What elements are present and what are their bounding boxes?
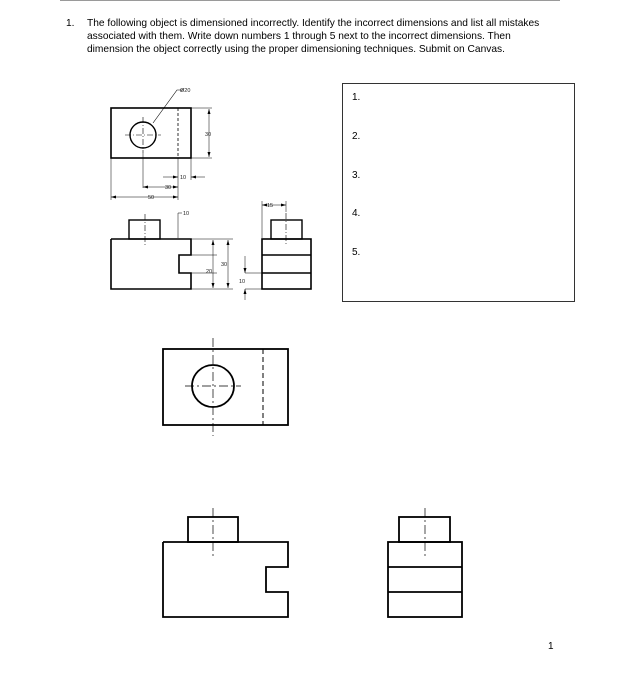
question-number: 1. [66, 18, 75, 29]
blank-front-view[interactable] [163, 508, 288, 617]
blank-top-view[interactable] [163, 338, 288, 436]
dimension-arrows [111, 109, 211, 199]
dimensioned-front-view [111, 213, 233, 289]
dim-side-15: 15 [267, 203, 274, 209]
dim-width-50: 50 [148, 195, 155, 201]
question-text: The following object is dimensioned incorrectly. Identify the incorrect dimensions and list all mistakes associated with them. Write down numbers 1 through 5 next to the incorrect dimensions. Then dimension the object correctly using the proper dimensioning techniques. Submit on Canvas. [87, 18, 540, 56]
dim-height-20: 20 [206, 269, 213, 275]
answer-item-2: 2. [352, 131, 361, 142]
blank-side-view[interactable] [388, 508, 462, 617]
dim-top-height: 30 [205, 132, 212, 138]
answer-item-5: 5. [352, 247, 361, 258]
dimensioned-top-view [111, 90, 212, 200]
dim-height-10: 10 [239, 279, 246, 285]
answer-item-1: 1. [352, 92, 361, 103]
answer-item-4: 4. [352, 208, 361, 219]
side-dim-arrows [244, 204, 287, 295]
dim-boss-10: 10 [183, 211, 190, 217]
answer-item-3: 3. [352, 170, 361, 181]
dim-width-30: 30 [165, 185, 172, 191]
dimensioned-side-view [245, 201, 311, 300]
page-number: 1 [548, 641, 554, 652]
dim-width-10: 10 [180, 175, 187, 181]
dim-hole-diameter: Ø20 [180, 88, 191, 94]
dim-height-30: 30 [221, 262, 228, 268]
